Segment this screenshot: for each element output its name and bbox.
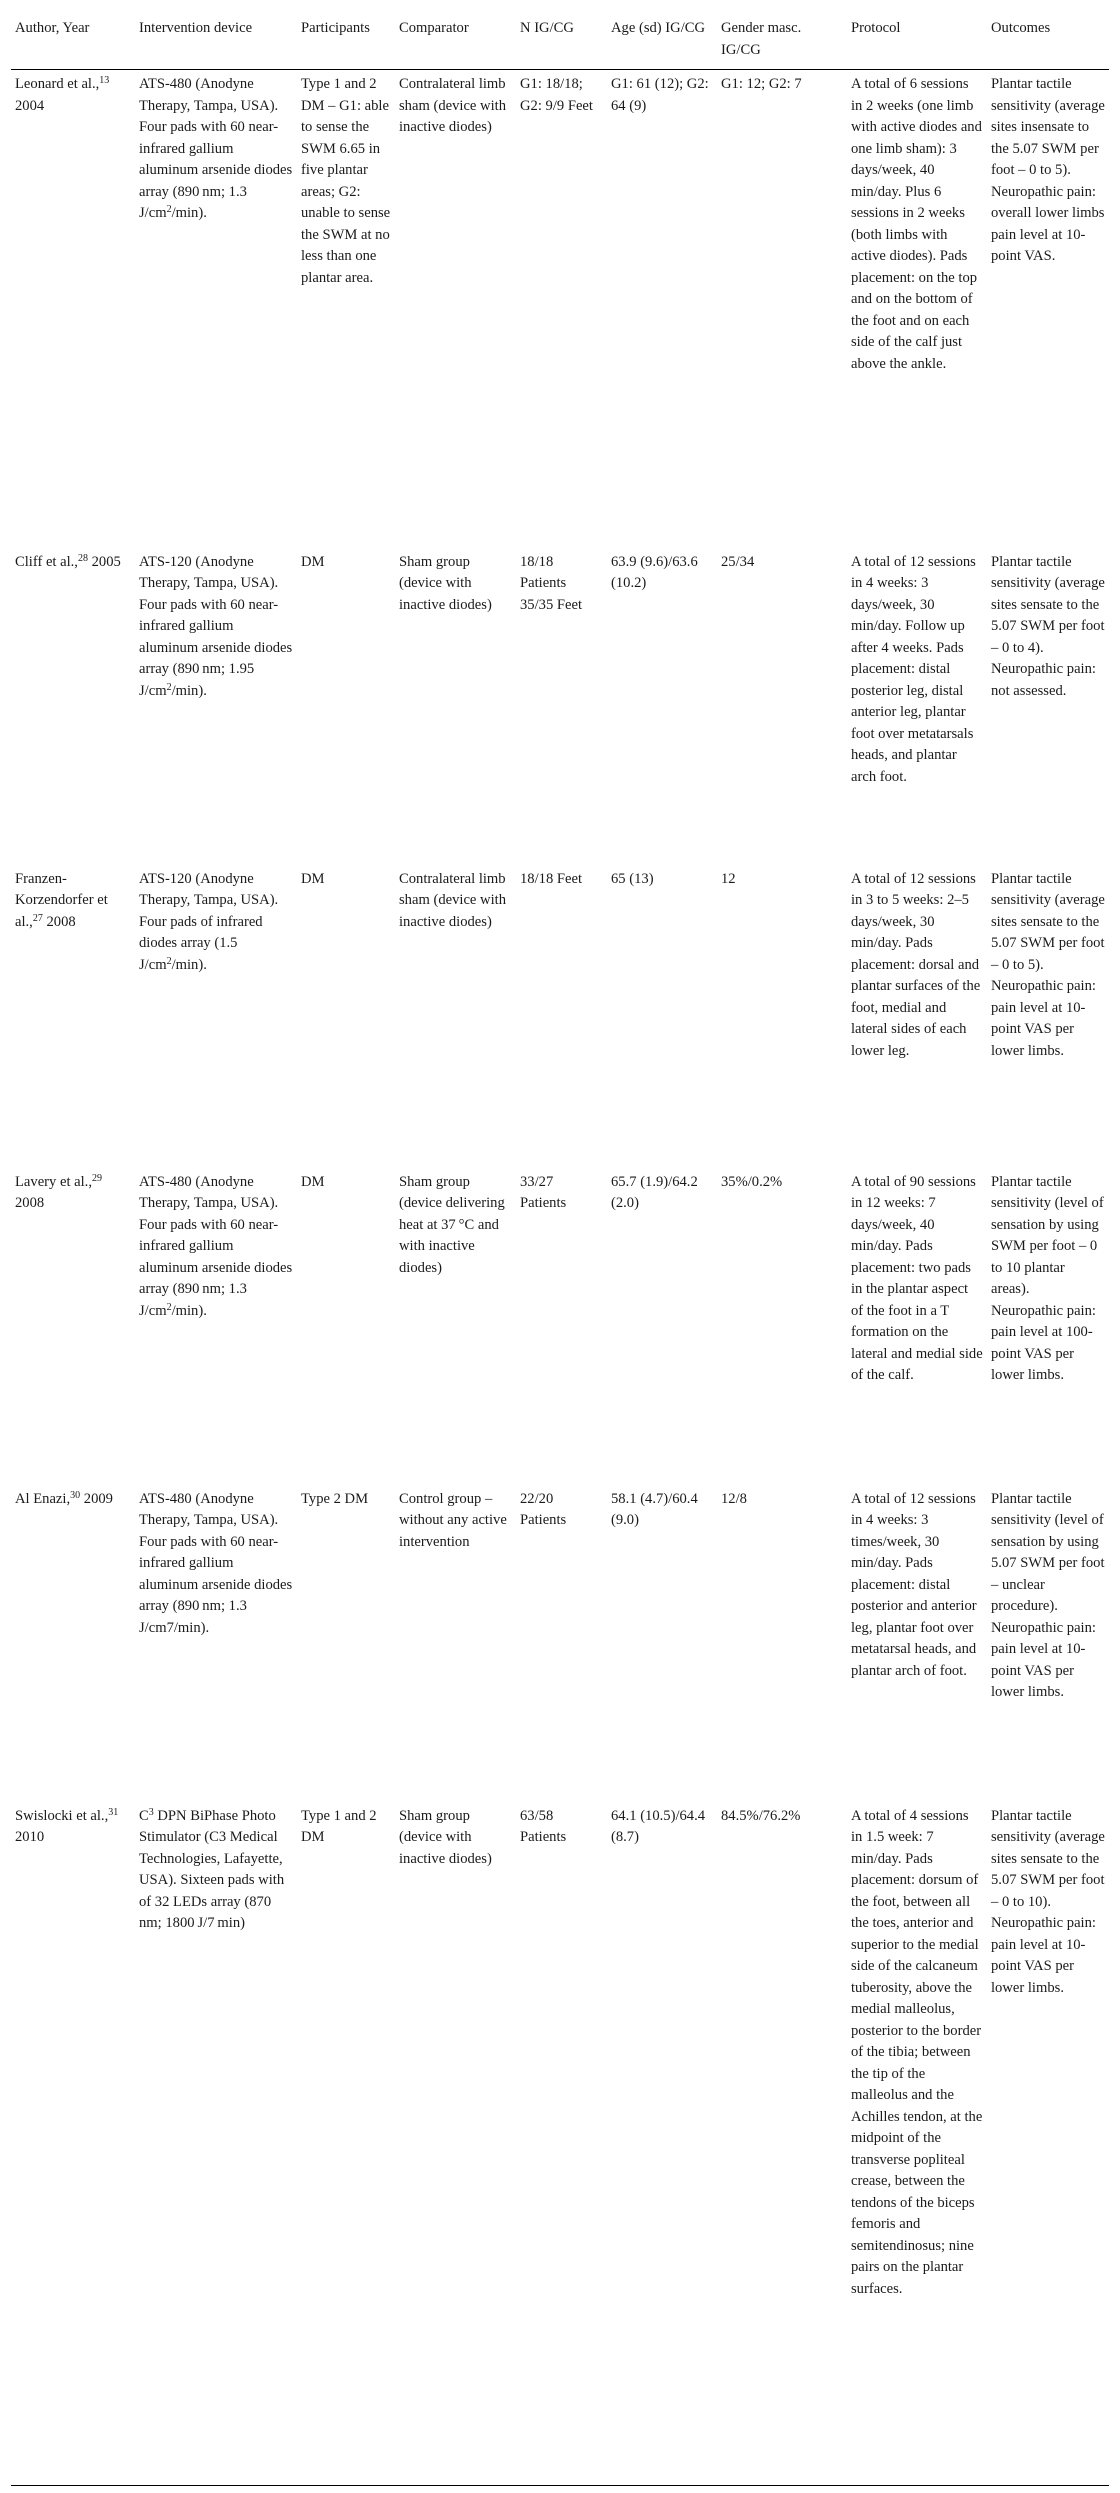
- cell-gender: 12/8: [721, 1490, 747, 1507]
- cell-n: 22/20 Patients: [520, 1490, 567, 1528]
- cell-device: ATS-480 (Anodyne Therapy, Tampa, USA). Four pads with 60 near-infrared gallium aluminum arsenide diodes array (890 nm; 1.3 $J/cm^2/\min$).: [139, 1173, 293, 1319]
- cell-participants: Type 2 DM: [301, 1490, 369, 1507]
- header-n: N IG/CG: [516, 8, 607, 70]
- cell-n: 63/58 Patients: [516, 1802, 607, 2486]
- header-gender: Gender masc. IG/CG: [717, 8, 847, 70]
- cell-age: G1: 61 (12); G2: 64 (9): [611, 76, 709, 114]
- cell-age: 63.9 (9.6)/63.6 (10.2): [611, 553, 698, 591]
- cell-device: ATS-480 (Anodyne Therapy, Tampa, USA). Four pads with 60 near-infrared gallium aluminum arsenide diodes array (890 nm; 1.3 J/cm7/min).: [139, 1490, 293, 1636]
- header-comparator: Comparator: [395, 8, 516, 70]
- cell-participants: DM: [301, 870, 325, 887]
- cell-age: 65 (13): [611, 870, 654, 887]
- cell-n: 33/27 Patients: [520, 1173, 567, 1211]
- cell-n: G1: 18/18; G2: 9/9 Feet: [520, 76, 593, 114]
- cell-n: 18/18 Patients 35/35 Feet: [520, 553, 583, 613]
- table-row: [11, 1168, 1109, 1485]
- cell-device: ATS-480 (Anodyne Therapy, Tampa, USA). Four pads with 60 near-infrared gallium aluminum arsenide diodes array (890 nm; 1.3 $J/cm^2/\min$).: [139, 76, 293, 221]
- cell-author: Franzen-Korzendorfer et al.,$^{27}$ 2008: [15, 870, 108, 930]
- header-age: Age (sd) IG/CG: [607, 8, 717, 70]
- cell-gender: 12: [721, 870, 736, 887]
- cell-comparator: Control group – without any active intervention: [399, 1490, 507, 1550]
- cell-device: ATS-120 (Anodyne Therapy, Tampa, USA). Four pads with 60 near-infrared gallium aluminum arsenide diodes array (890 nm; 1.95 $J/cm^2/\min$).: [139, 553, 293, 699]
- cell-comparator: Contralateral limb sham (device with inactive diodes): [399, 870, 506, 930]
- cell-comparator: Contralateral limb sham (device with inactive diodes): [399, 76, 506, 135]
- cell-protocol: A total of 4 sessions in 1.5 week: 7 min/day. Pads placement: dorsum of the foot, between all the toes, anterior and superior to the medial side of the calcaneum tuberosity, above the medial malleolus, posterior to the border of the tibia; between the tip of the malleolus and the Achilles tendon, at the midpoint of the transverse popliteal crease, between the tendons of the biceps femoris and semitendinosus; nine pairs on the plantar surfaces.: [847, 1802, 987, 2486]
- cell-author: Al Enazi,$^{30}$ 2009: [15, 1489, 113, 1507]
- header-participants: Participants: [297, 8, 395, 70]
- cell-comparator: Sham group (device with inactive diodes): [399, 553, 492, 613]
- header-author-year: Author, Year: [11, 8, 135, 70]
- cell-outcomes: Plantar tactile sensitivity (level of sensation by using SWM per foot – 0 to 10 plantar areas). Neuropathic pain: pain level at 100-point VAS per lower limbs.: [991, 1173, 1104, 1383]
- cell-author: Swislocki et al.,$^{31}$ 2010: [11, 1802, 135, 2486]
- cell-outcomes: Plantar tactile sensitivity (average sites sensate to the 5.07 SWM per foot – 0 to 5). Neuropathic pain: pain level at 10-point VAS per lower limbs.: [991, 870, 1105, 1059]
- cell-protocol: A total of 6 sessions in 2 weeks (one limb with active diodes and one limb sham): 3 days/week, 40 min/day. Plus 6 sessions in 2 weeks (both limbs with active diodes). Pads placement: on the top and on the bottom of the foot and on each side of the calf just above the ankle.: [851, 76, 982, 372]
- cell-author: Leonard et al.,$^{13}$ 2004: [15, 75, 110, 114]
- cell-age: 64.1 (10.5)/64.4 (8.7): [607, 1802, 717, 2486]
- header-protocol: Protocol: [847, 8, 987, 70]
- table-row: [11, 865, 1109, 1168]
- cell-comparator: Sham group (device delivering heat at 37 °C and with inactive diodes): [399, 1173, 505, 1276]
- cell-participants: DM: [301, 1173, 325, 1190]
- cell-protocol: A total of 12 sessions in 3 to 5 weeks: 2–5 days/week, 30 min/day. Pads placement: dorsal and plantar surfaces of the foot, medial and lateral sides of each lower leg.: [851, 870, 981, 1059]
- cell-gender: 35%/0.2%: [721, 1173, 783, 1190]
- cell-gender: 25/34: [721, 553, 755, 570]
- cell-gender: 84.5%/76.2%: [717, 1802, 847, 2486]
- cell-participants: DM: [301, 553, 325, 570]
- cell-age: 58.1 (4.7)/60.4 (9.0): [611, 1490, 698, 1528]
- cell-author: Cliff et al.,$^{28}$ 2005: [15, 552, 121, 570]
- header-outcomes: Outcomes: [987, 8, 1109, 70]
- cell-comparator: Sham group (device with inactive diodes): [395, 1802, 516, 2486]
- cell-author: Lavery et al.,$^{29}$ 2008: [15, 1172, 102, 1211]
- cell-gender: G1: 12; G2: 7: [721, 76, 802, 92]
- cell-outcomes: Plantar tactile sensitivity (average sites sensate to the 5.07 SWM per foot – 0 to 4). Neuropathic pain: not assessed.: [991, 553, 1105, 699]
- cell-outcomes: Plantar tactile sensitivity (level of sensation by using 5.07 SWM per foot – unclear procedure). Neuropathic pain: pain level at 10-point VAS per lower limbs.: [991, 1490, 1105, 1700]
- cell-protocol: A total of 90 sessions in 12 weeks: 7 days/week, 40 min/day. Pads placement: two pads in the plantar aspect of the foot in a T formation on the lateral and medial side of the calf.: [851, 1173, 983, 1383]
- table-header-row: [11, 8, 1109, 70]
- table-row: [11, 1802, 1109, 2486]
- table-row: [11, 1485, 1109, 1802]
- cell-n: 18/18 Feet: [520, 870, 583, 887]
- table-row: [11, 548, 1109, 865]
- cell-participants: Type 1 and 2 DM – G1: able to sense the SWM 6.65 in five plantar areas; G2: unable to sense the SWM at no less than one plantar area.: [301, 76, 391, 286]
- cell-age: 65.7 (1.9)/64.2 (2.0): [611, 1173, 698, 1211]
- cell-device: $C^3$ DPN BiPhase Photo Stimulator (C3 Medical Technologies, Lafayette, USA). Sixteen pads with of 32 LEDs array (870 nm; 1800 J/7 min): [135, 1802, 297, 2486]
- cell-protocol: A total of 12 sessions in 4 weeks: 3 days/week, 30 min/day. Follow up after 4 weeks. Pads placement: distal posterior leg, distal anterior leg, plantar foot over metatarsals heads, and plantar arch foot.: [851, 553, 976, 785]
- studies-table: [11, 8, 1109, 2486]
- header-intervention-device: Intervention device: [135, 8, 297, 70]
- cell-device: ATS-120 (Anodyne Therapy, Tampa, USA). Four pads of infrared diodes array (1.5 $J/cm^2/\min$).: [139, 870, 279, 973]
- cell-outcomes: Plantar tactile sensitivity (average sites insensate to the 5.07 SWM per foot – 0 to 5). Neuropathic pain: overall lower limbs pain level at 10-point VAS.: [991, 76, 1105, 264]
- cell-outcomes: Plantar tactile sensitivity (average sites sensate to the 5.07 SWM per foot – 0 to 10). Neuropathic pain: pain level at 10-point VAS per lower limbs.: [987, 1802, 1109, 2486]
- cell-protocol: A total of 12 sessions in 4 weeks: 3 times/week, 30 min/day. Pads placement: distal posterior and anterior leg, plantar foot over metatarsal heads, and plantar arch of foot.: [851, 1490, 977, 1679]
- cell-participants: Type 1 and 2 DM: [297, 1802, 395, 2486]
- table-row: [11, 70, 1109, 548]
